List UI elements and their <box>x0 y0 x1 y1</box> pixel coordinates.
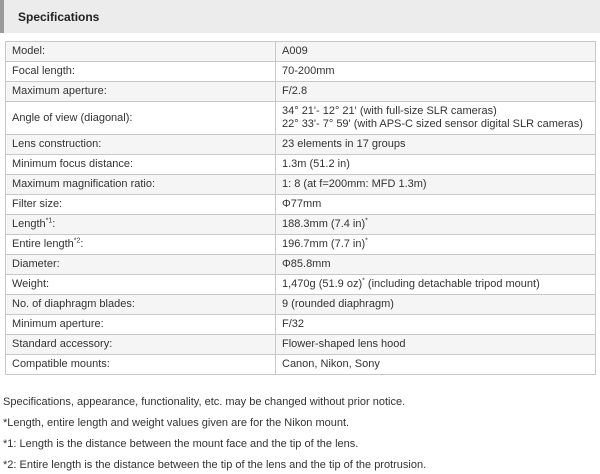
spec-row <box>6 255 596 275</box>
spec-value-cell <box>276 355 596 375</box>
spec-value-cell <box>276 275 596 295</box>
spec-row <box>6 135 596 155</box>
spec-value: 9 (rounded diaphragm) <box>282 298 394 310</box>
spec-value-cell <box>276 62 596 82</box>
spec-row <box>6 355 596 375</box>
spec-value: Canon, Nikon, Sony <box>282 358 380 370</box>
spec-value-cell <box>276 235 596 255</box>
spec-row <box>6 215 596 235</box>
spec-label-cell <box>6 82 276 102</box>
spec-label: Length <box>12 218 46 230</box>
spec-value: 1: 8 (at f=200mm: MFD 1.3m) <box>282 178 427 190</box>
note-entire-length-definition: *2: Entire length is the distance between the tip of the lens and the tip of the protrusion. <box>3 459 427 471</box>
spec-label-cell <box>6 155 276 175</box>
spec-row <box>6 235 596 255</box>
spec-row <box>6 335 596 355</box>
spec-label-cell <box>6 135 276 155</box>
spec-label-cell <box>6 275 276 295</box>
spec-label-cell <box>6 255 276 275</box>
spec-label: Filter size: <box>12 198 63 210</box>
spec-value-cell <box>276 335 596 355</box>
spec-row <box>6 102 596 135</box>
spec-value: A009 <box>282 45 308 57</box>
spec-label: Weight: <box>12 278 50 290</box>
spec-value: Flower-shaped lens hood <box>282 338 406 350</box>
spec-label-cell <box>6 335 276 355</box>
spec-value: 196.7mm (7.7 in) <box>282 238 366 250</box>
spec-label: Angle of view (diagonal): <box>12 111 133 124</box>
note-disclaimer: Specifications, appearance, functionality, etc. may be changed without prior notice. <box>3 396 406 408</box>
spec-label-cell <box>6 102 276 135</box>
spec-row <box>6 155 596 175</box>
spec-value-cell <box>276 255 596 275</box>
spec-value-cell <box>276 195 596 215</box>
spec-row <box>6 295 596 315</box>
spec-label-cell <box>6 235 276 255</box>
spec-row <box>6 175 596 195</box>
spec-value-cell <box>276 315 596 335</box>
spec-label: Model: <box>12 45 46 57</box>
spec-value: F/32 <box>282 318 305 330</box>
spec-value-cell <box>276 102 596 135</box>
spec-label: Lens construction: <box>12 138 102 150</box>
footnote-marker: * <box>362 277 365 285</box>
spec-row <box>6 62 596 82</box>
spec-label-cell <box>6 355 276 375</box>
spec-label: Compatible mounts: <box>12 358 110 370</box>
spec-label-colon: : <box>80 238 84 250</box>
footnote-marker: * <box>365 237 368 245</box>
specifications-table <box>5 41 596 375</box>
spec-label: Maximum aperture: <box>12 85 107 97</box>
spec-label: Standard accessory: <box>12 338 113 350</box>
footnote-marker: *2 <box>73 237 81 245</box>
spec-label: Minimum focus distance: <box>12 158 134 170</box>
spec-label-cell <box>6 295 276 315</box>
spec-label: Diameter: <box>12 258 60 270</box>
spec-label-cell <box>6 215 276 235</box>
spec-label: Entire length <box>12 238 74 250</box>
specifications-table-body <box>6 42 596 375</box>
spec-value: 34° 21'- 12° 21' (with full-size SLR cameras) <box>282 105 497 117</box>
spec-value: 188.3mm (7.4 in) <box>282 218 366 230</box>
spec-label: Focal length: <box>12 65 75 77</box>
note-length-definition: *1: Length is the distance between the mount face and the tip of the lens. <box>3 438 359 450</box>
spec-row <box>6 42 596 62</box>
spec-label: No. of diaphragm blades: <box>12 298 135 310</box>
spec-label-cell <box>6 62 276 82</box>
footnote-marker: *1 <box>45 217 53 225</box>
spec-row <box>6 195 596 215</box>
spec-value: 1,470g (51.9 oz) <box>282 278 363 290</box>
spec-value: F/2.8 <box>282 85 308 97</box>
note-nikon-mount: *Length, entire length and weight values given are for the Nikon mount. <box>3 417 350 429</box>
spec-row <box>6 315 596 335</box>
spec-value-cell <box>276 215 596 235</box>
spec-value-note: (including detachable tripod mount) <box>367 278 540 290</box>
spec-row <box>6 82 596 102</box>
section-title: Specifications <box>18 10 100 24</box>
spec-label-cell <box>6 42 276 62</box>
spec-value: Φ77mm <box>282 198 322 210</box>
spec-label-cell <box>6 315 276 335</box>
spec-label-cell <box>6 175 276 195</box>
spec-label-cell <box>6 195 276 215</box>
spec-value-cell <box>276 135 596 155</box>
spec-label: Minimum aperture: <box>12 318 104 330</box>
spec-value-cell <box>276 82 596 102</box>
spec-value: 1.3m (51.2 in) <box>282 158 350 170</box>
spec-value-cell <box>276 42 596 62</box>
footnote-marker: * <box>365 217 368 225</box>
spec-value-cell <box>276 295 596 315</box>
spec-label-colon: : <box>52 218 56 230</box>
spec-value: 23 elements in 17 groups <box>282 138 406 150</box>
spec-value-cell <box>276 155 596 175</box>
specifications-header <box>0 0 600 33</box>
spec-value-cell <box>276 175 596 195</box>
notes-section <box>3 396 597 474</box>
spec-label: Maximum magnification ratio: <box>12 178 156 190</box>
spec-value: 70-200mm <box>282 65 335 77</box>
spec-value: Φ85.8mm <box>282 258 331 270</box>
spec-value-line2: 22° 33'- 7° 59' (with APS-C sized sensor digital SLR cameras) <box>282 118 583 130</box>
spec-row <box>6 275 596 295</box>
